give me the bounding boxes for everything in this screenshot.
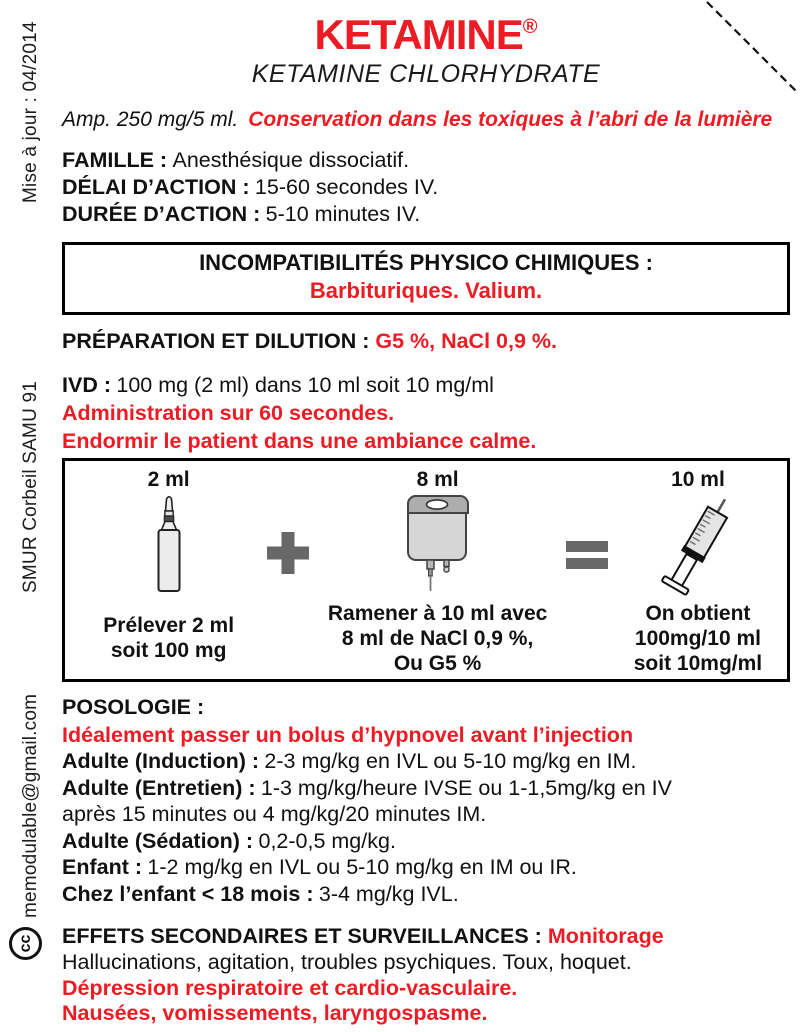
posologie-line-entretien-cont: après 15 minutes ou 4 mg/kg/20 minutes IM. bbox=[62, 802, 487, 827]
famille-line bbox=[62, 147, 790, 174]
dilution-diagram bbox=[62, 458, 790, 682]
posologie-advice: Idéalement passer un bolus d’hypnovel avant l’injection bbox=[62, 723, 634, 748]
syringe-caption-line2: 100mg/10 ml bbox=[634, 626, 761, 650]
smur-unit-label: SMUR Corbeil SAMU 91 bbox=[20, 381, 41, 593]
ampoule-caption-line2: soit 100 mg bbox=[110, 639, 227, 663]
drug-subtitle: KETAMINE CHLORHYDRATE bbox=[251, 60, 601, 89]
posologie-title: POSOLOGIE : bbox=[62, 695, 205, 720]
preparation-line bbox=[62, 329, 790, 354]
incompatibilities-title: INCOMPATIBILITÉS PHYSICO CHIMIQUES : bbox=[199, 250, 653, 276]
famille-value: Anesthésique dissociatif. bbox=[172, 148, 410, 173]
preparation-value: G5 %, NaCl 0,9 %. bbox=[375, 329, 557, 354]
diagram-step-syringe bbox=[617, 468, 779, 679]
ampoule-volume-label: 2 ml bbox=[147, 468, 190, 492]
ampoule-dose-label: Amp. 250 mg/5 ml. bbox=[62, 108, 239, 132]
ampoule-caption-line1: Prélever 2 ml bbox=[103, 614, 235, 638]
iv-bag-caption-line2: 8 ml de NaCl 0,9 %, bbox=[341, 626, 534, 650]
ivd-label: IVD : bbox=[62, 373, 111, 398]
duree-action-value: 5-10 minutes IV. bbox=[265, 202, 421, 227]
ivd-value: 100 mg (2 ml) dans 10 ml soit 10 mg/ml bbox=[116, 373, 494, 398]
effets-line-depression: Dépression respiratoire et cardio-vasculaire. bbox=[62, 975, 518, 1000]
ampoule-caption bbox=[103, 613, 234, 663]
posologie-line-induction: Adulte (Induction) : 2-3 mg/kg en IVL ou 5-10 mg/kg en IM. bbox=[62, 749, 637, 774]
effets-title: EFFETS SECONDAIRES ET SURVEILLANCES : bbox=[62, 924, 542, 949]
posologie-line-sedation: Adulte (Sédation) : 0,2-0,5 mg/kg. bbox=[62, 828, 396, 853]
effets-body bbox=[62, 949, 790, 1026]
ampoule-storage-row bbox=[62, 108, 790, 132]
effets-monitorage: Monitorage bbox=[547, 924, 664, 949]
posologie-line-entretien: Adulte (Entretien) : 1-3 mg/kg/heure IVSE ou 1-1,5mg/kg en IV bbox=[62, 775, 672, 800]
registered-trademark-mark: ® bbox=[522, 16, 538, 38]
incompatibilities-value: Barbituriques. Valium. bbox=[309, 278, 543, 304]
administration-warning: Administration sur 60 secondes. bbox=[62, 401, 395, 426]
delai-action-value: 15-60 secondes IV. bbox=[254, 175, 439, 200]
preparation-label: PRÉPARATION ET DILUTION : bbox=[62, 329, 370, 354]
delai-action-line bbox=[62, 174, 790, 201]
plus-icon bbox=[258, 530, 317, 679]
incompatibilities-box bbox=[62, 242, 790, 315]
iv-bag-caption-line1: Ramener à 10 ml avec bbox=[327, 601, 548, 625]
drug-title bbox=[62, 13, 790, 57]
syringe-caption-line3: soit 10mg/ml bbox=[633, 651, 763, 675]
delai-action-label: DÉLAI D’ACTION : bbox=[62, 175, 250, 200]
storage-warning-label: Conservation dans les toxiques à l’abri de la lumière bbox=[248, 108, 773, 132]
posologie-lines bbox=[62, 748, 790, 907]
diagram-step-ampoule bbox=[79, 468, 258, 679]
posologie-line-enfant: Enfant : 1-2 mg/kg en IVL ou 5-10 mg/kg en IM ou IR. bbox=[62, 855, 577, 880]
ivd-line bbox=[62, 373, 790, 398]
iv-bag-icon bbox=[405, 494, 471, 598]
cc-badge-label: cc bbox=[16, 934, 34, 953]
effets-line-hallucinations: Hallucinations, agitation, troubles psychiques. Toux, hoquet. bbox=[62, 950, 632, 975]
syringe-icon bbox=[643, 494, 753, 598]
update-date-label: Mise à jour : 04/2014 bbox=[20, 21, 41, 203]
ampoule-icon bbox=[151, 494, 187, 598]
contact-email-label: memodulable@gmail.com bbox=[20, 693, 41, 918]
effets-line-nausees: Nausées, vomissements, laryngospasme. bbox=[62, 1000, 488, 1025]
effets-title-line bbox=[62, 924, 790, 949]
syringe-volume-label: 10 ml bbox=[671, 468, 725, 492]
creative-commons-icon bbox=[9, 927, 42, 960]
ambiance-warning: Endormir le patient dans une ambiance calme. bbox=[62, 429, 537, 454]
iv-bag-volume-label: 8 ml bbox=[416, 468, 459, 492]
famille-label: FAMILLE : bbox=[62, 148, 168, 173]
duree-action-label: DURÉE D’ACTION : bbox=[62, 202, 261, 227]
drug-name: KETAMINE bbox=[314, 11, 523, 58]
iv-bag-caption-line3: Ou G5 % bbox=[393, 651, 482, 675]
iv-bag-caption bbox=[328, 601, 547, 676]
equals-icon bbox=[558, 538, 617, 679]
diagram-step-iv-bag bbox=[317, 468, 557, 679]
card-content bbox=[62, 0, 790, 1026]
duree-action-line bbox=[62, 201, 790, 228]
syringe-caption-line1: On obtient bbox=[645, 601, 751, 625]
posologie-line-enfant-18mois: Chez l’enfant < 18 mois : 3-4 mg/kg IVL. bbox=[62, 881, 459, 906]
drug-info-block bbox=[62, 147, 790, 228]
syringe-caption bbox=[634, 601, 762, 676]
